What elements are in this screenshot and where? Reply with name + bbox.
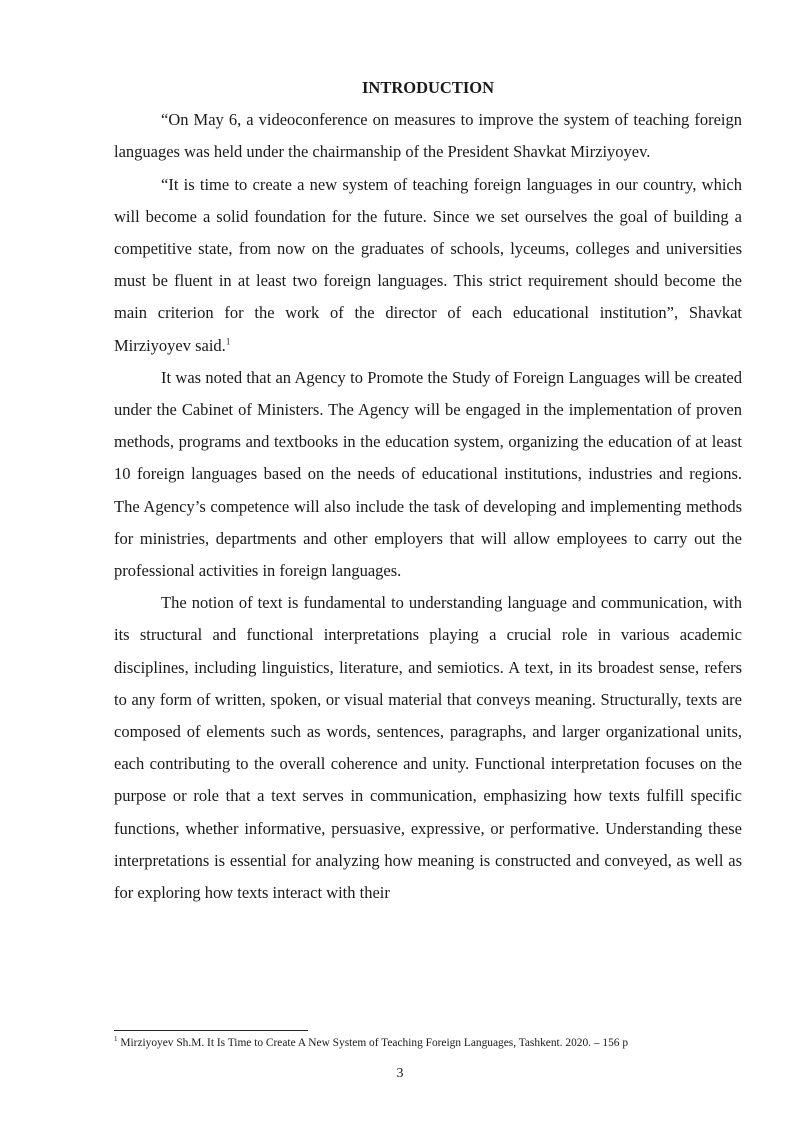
paragraph-2 [114, 169, 742, 362]
paragraph-4: The notion of text is fundamental to understanding language and communication, with its structural and functional interpretations playing a crucial role in various academic disciplines, including linguistics, literature, and semiotics. A text, in its broadest sense, refers to any form of written, spoken, or visual material that conveys meaning. Structurally, texts are composed of elements such as words, sentences, paragraphs, and larger organizational units, each contributing to the overall coherence and unity. Functional interpretation focuses on the purpose or role that a text serves in communication, emphasizing how texts fulfill specific functions, whether informative, persuasive, expressive, or performative. Understanding these interpretations is essential for analyzing how meaning is constructed and conveyed, as well as for exploring how texts interact with their [114, 593, 742, 903]
paragraph-2-text: “It is time to create a new system of teaching foreign languages in our country, which will become a solid foundation for the future. Since we set ourselves the goal of building a competitive state, from now on the graduates of schools, lyceums, colleges and universities must be fluent in at least two foreign languages. This strict requirement should become the main criterion for the work of the director of each educational institution”, Shavkat Mirziyoyev said. [114, 174, 742, 355]
main-text [114, 72, 742, 909]
page-number: 3 [396, 1066, 404, 1081]
section-heading: INTRODUCTION [361, 78, 495, 97]
footnote-marker: 1 [114, 1035, 118, 1044]
paragraph-1: “On May 6, a videoconference on measures to improve the system of teaching foreign languages was held under the chairmanship of the President Shavkat Mirziyoyev. [114, 110, 742, 162]
footnote-divider [114, 1030, 308, 1031]
paragraph-3: It was noted that an Agency to Promote the Study of Foreign Languages will be created under the Cabinet of Ministers. The Agency will be engaged in the implementation of proven methods, programs and textbooks in the education system, organizing the education of at least 10 foreign languages based on the needs of educational institutions, industries and regions. The Agency’s competence will also include the task of developing and implementing methods for ministries, departments and other employers that will allow employees to carry out the professional activities in foreign languages. [114, 367, 742, 581]
footnote-text: Mirziyoyev Sh.M. It Is Time to Create A New System of Teaching Foreign Languages, Tashkent. 2020. – 156 p [120, 1037, 629, 1049]
footnote-reference[interactable]: 1 [225, 336, 231, 347]
footnote [114, 1036, 754, 1051]
